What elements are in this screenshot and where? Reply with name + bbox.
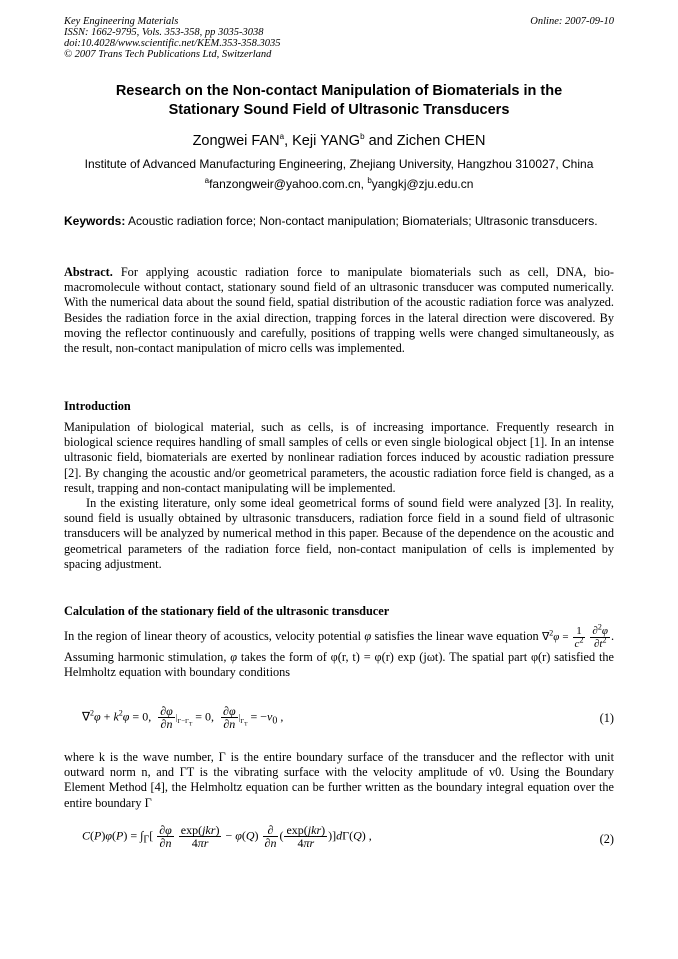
email-a[interactable]: fanzongweir@yahoo.com.cn, [209,177,364,191]
eq1-frac-1: $\frac{\partial\varphi}{\partial n}$ [160,704,173,731]
wave-equation: ∇$^2$φ = $\frac{1}{c^2}$ $\frac{\partial^2\varphi}{\partial t^2}$ [541,622,608,650]
equation-1-body: $\nabla^2\varphi + k^2\varphi = 0$, $\frac{\partial\varphi}{\partial n}$ $|_{\Gamma-\Gamma_T} = 0$, $\frac{\partial\varphi}{\partial n}$ $|_{\Gamma_T} = -v_0$ , [82,704,284,731]
wave-eq-fraction-1: $\frac{1}{c^2}$ [574,625,584,650]
author-2-affil-mark: b [360,132,365,142]
copyright-line: © 2007 Trans Tech Publications Ltd, Switzerland [64,49,272,60]
paper-title [64,82,614,120]
phi-symbol-2: φ [230,650,238,664]
calculation-heading: Calculation of the stationary field of the ultrasonic transducer [64,604,390,618]
issn-line: ISSN: 1662-9795, Vols. 353-358, pp 3035-3038 [64,27,264,38]
journal-header [64,16,281,60]
intro-paragraph-2: In the existing literature, only some ideal geometrical forms of sound field were analyzed [3]. In reality, sound field is usually obtained by ultrasonic transducers, radiation force field in a sound field of ultrasonic transducers will be analyzed by numerical method in this paper. Because of the dependence on the acoustic and geometrical parameters of the radiation force field, non-contact manipulation of cells is implemented by spacing adjustment. [64,496,614,571]
title-line-2: Stationary Sound Field of Ultrasonic Transducers [168,102,510,118]
introduction-heading: Introduction [64,399,131,413]
equation-2-body: $C(P)\varphi(P) = \int_\Gamma$[ $\frac{\partial\varphi}{\partial n}$ $\frac{\text{exp(jkr)}}{4\pi r}$ − φ(Q) $\frac{\partial}{\partial n}$ ( $\frac{\text{exp(jkr)}}{4\pi r}$ )]dΓ(Q) , [82,823,372,850]
email-a-mark: a [204,176,210,185]
calculation-paragraph-1 [64,622,615,680]
eq2-frac-1: $\frac{\partial\varphi}{\partial n}$ [159,823,172,850]
affiliation: Institute of Advanced Manufacturing Engineering, Zhejiang University, Hangzhou 310027, China [84,157,594,171]
doi-line: doi:10.4028/www.scientific.net/KEM.353-358.3035 [64,38,281,49]
eq1-frac-2: $\frac{\partial\varphi}{\partial n}$ [223,704,236,731]
keywords-text: Acoustic radiation force; Non-contact manipulation; Biomaterials; Ultrasonic transducers. [128,214,598,228]
journal-name: Key Engineering Materials [64,16,179,27]
abstract-text: For applying acoustic radiation force to manipulate biomaterials such as cell, DNA, bio-macromolecule without contact, stationary sound field of an ultrasonic transducer was computed numerically. With the numerical data about the sound field, spatial distribution of the acoustic radiation force was analyzed. Besides the radiation force in the axial direction, trapping forces in the lateral direction were discovered. By moving the reflector continuously and carefully, positions of trapping wells were changed simultaneously, as the result, non-contact manipulation of micro cells was implemented. [64,265,614,356]
equation-1-number: (1) [599,711,614,725]
calc-text-a: In the region of linear theory of acoustics, velocity potential [64,629,362,644]
calc-text-c: . Assuming harmonic stimulation, [64,629,615,664]
intro-paragraph-1: Manipulation of biological material, such as cells, is of increasing importance. Frequently research in biological science requires handling of small samples of cells or even single biological object [1]. In an intense ultrasonic field, biomaterials are exerted by nonlinear radiation forces induced by acoustic radiation pressure [2]. By changing the acoustic and/or geometrical parameters, the acoustic radiation force field is changed, as a result, trapping and non-contact manipulating will be implemented. [64,420,614,495]
wave-eq-fraction-2: $\frac{\partial^2\varphi}{\partial t^2}$ [592,622,608,650]
author-1: Zongwei FAN [192,133,280,149]
equation-2-number: (2) [599,832,614,846]
abstract-section [64,265,614,356]
author-emails [64,177,614,192]
email-b-mark: b [367,176,372,185]
phi-symbol: φ [364,629,372,644]
calc-text-b: satisfies the linear wave equation [374,629,539,644]
email-b[interactable]: yangkj@zju.edu.cn [371,177,474,191]
eq2-frac-3: $\frac{\partial}{\partial n}$ [264,823,277,850]
keywords-section [64,214,614,229]
abstract-label: Abstract. [64,265,113,279]
author-3: and Zichen CHEN [368,133,486,149]
title-line-1: Research on the Non-contact Manipulation of Biomaterials in the [115,83,563,99]
author-list: Zongwei FAN$^a$, Keji YANG$^b$ and Zichen CHEN [192,132,486,149]
author-1-affil-mark: a [279,132,285,142]
online-date: Online: 2007-09-10 [530,16,614,27]
eq2-frac-4: $\frac{\text{exp(jkr)}}{4\pi r}$ [286,823,326,850]
author-2: Keji YANG [292,133,361,149]
calc-text-d: takes the form of φ(r, t) = φ(r) exp (jωt). The spatial part φ(r) satisfied the Helmholtz equation with boundary conditions [64,650,615,680]
introduction-body [64,420,614,572]
eq2-frac-2: $\frac{\text{exp(jkr)}}{4\pi r}$ [180,823,220,850]
calculation-paragraph-2: where k is the wave number, Γ is the entire boundary surface of the transducer and the reflector with unit outward norm n, and ΓT is the vibrating surface with the velocity amplitude of v0. Using the Boundary Element Method [4], the Helmholtz equation can be further written as the boundary integral equation over the entire boundary Γ [64,750,614,810]
keywords-label: Keywords: [64,214,126,228]
